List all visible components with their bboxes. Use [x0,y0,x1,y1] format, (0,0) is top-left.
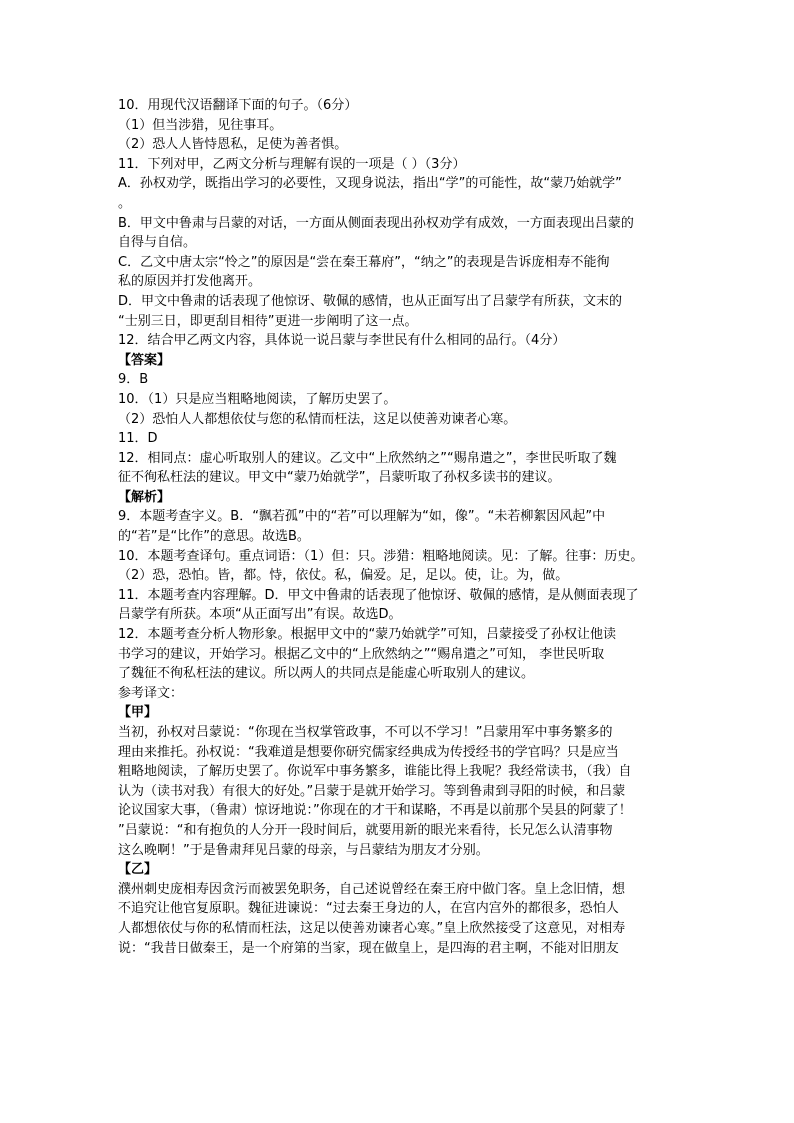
document-page [118,96,678,958]
text-line: C．乙文中唐太宗“怜之”的原因是“尝在秦王幕府”，“纳之”的表现是告诉庞相寿不能徇 [118,254,610,270]
text-line: 书学习的建议，开始学习。根据乙文中的“上欣然纳之”“赐帛遣之”可知， 李世民听取 [118,646,605,662]
text-line: 12．结合甲乙两文内容，具体说一说吕蒙与李世民有什么相同的品行。（4分） [118,333,566,349]
text-line: 。 [118,195,132,211]
text-line: 私的原因并打发他离开。 [118,274,262,290]
section-heading: 【甲】 [118,705,158,721]
section-heading: 【解析】 [118,489,171,505]
text-line: 人都想依仗与你的私情而枉法，这足以使善劝谏者心寒。”皇上欣然接受了这意见，对相寿 [118,920,626,936]
text-line: 当初，孙权对吕蒙说：“你现在当权掌管政事，不可以不学习！”吕蒙用军中事务繁多的 [118,725,613,740]
text-line: 11．D [118,431,158,447]
text-line: （1）但当涉猎，见往事耳。 [118,117,283,133]
text-line: 自得与自信。 [118,235,197,251]
text-line: 11．下列对甲，乙两文分析与理解有误的一项是（ ）（3分） [118,156,466,172]
text-line: （2）恐，恐怕。皆，都。恃，依仗。私，偏爱。足，足以。使，让。为，做。 [118,568,569,584]
section-heading: 【乙】 [118,862,158,878]
text-line: 说：“我昔日做秦王，是一个府第的当家，现在做皇上，是四海的君主啊，不能对旧朋友 [118,940,619,956]
text-line: 参考译文： [118,685,184,701]
text-line: 的“若”是“比作”的意思。故选B。 [118,529,310,545]
text-line: （2）恐怕人人都想依仗与您的私情而枉法，这足以使善劝谏者心寒。 [118,411,517,427]
text-line: 10．（1）只是应当粗略地阅读，了解历史罢了。 [118,391,397,407]
text-line: 论议国家大事，（鲁肃）惊讶地说：”你现在的才干和谋略，不再是以前那个吴县的阿蒙了！ [118,803,632,819]
text-line: 10．本题考查译句。重点词语：（1）但：只。涉猎：粗略地阅读。见：了解。往事：历史。 [118,548,644,564]
text-line: 理由来推托。孙权说：“我难道是想要你研究儒家经典成为传授经书的学官吗？只是应当 [118,744,619,760]
text-line: 不追究让他官复原职。魏征进谏说：“过去秦王身边的人，在宫内宫外的都很多，恐怕人 [118,901,619,917]
text-line: A．孙权劝学，既指出学习的必要性，又现身说法，指出“学”的可能性，故“蒙乃始就学” [118,176,622,192]
text-line: 9．本题考查字义。B．“飘若孤”中的“若”可以理解为“如，像”。“未若柳絮因风起”中 [118,509,606,525]
text-line: ”吕蒙说：“和有抱负的人分开一段时间后，就要用新的眼光来看待，长兄怎么认清事物 [118,822,613,838]
text-line: B．甲文中鲁肃与吕蒙的对话，一方面从侧面表现出孙权劝学有成效，一方面表现出吕蒙的 [118,215,634,231]
text-line: 这么晚啊！”于是鲁肃拜见吕蒙的母亲，与吕蒙结为朋友才分别。 [118,842,489,858]
text-line: 10．用现代汉语翻译下面的句子。（6分） [118,98,358,113]
text-line: 吕蒙学有所获。本项“从正面写出”有误。故选D。 [118,607,402,623]
text-line: “士别三日，即更刮目相待”更进一步阐明了这一点。 [118,313,418,329]
text-line: 11．本题考查内容理解。D．甲文中鲁肃的话表现了他惊讶、敬佩的感情，是从侧面表现了 [118,587,639,603]
text-line: 粗略地阅读，了解历史罢了。你说军中事务繁多，谁能比得上我呢？我经常读书，（我）自 [118,764,632,780]
text-line: 了魏征不徇私枉法的建议。所以两人的共同点是能虚心听取别人的建议。 [118,666,535,682]
text-line: 认为（读书对我）有很大的好处。”吕蒙于是就开始学习。等到鲁肃到寻阳的时候，和吕蒙 [118,783,626,799]
text-line: 濮州刺史庞相寿因贪污而被罢免职务，自己述说曾经在秦王府中做门客。皇上念旧情，想 [118,881,626,897]
text-line: D．甲文中鲁肃的话表现了他惊讶、敬佩的感情，也从正面写出了吕蒙学有所获，文末的 [118,293,623,309]
text-line: 12．本题考查分析人物形象。根据甲文中的“蒙乃始就学”可知，吕蒙接受了孙权让他读 [118,627,617,643]
text-line: 9．B [118,372,149,388]
section-heading: 【答案】 [118,352,171,368]
text-line: 12．相同点：虚心听取别人的建议。乙文中“上欣然纳之”“赐帛遣之”，李世民听取了魏 [118,450,617,466]
text-line: （2）恐人人皆恃恩私，足使为善者惧。 [118,137,348,153]
text-line: 征不徇私枉法的建议。甲文中“蒙乃始就学”，吕蒙听取了孙权多读书的建议。 [118,470,561,486]
